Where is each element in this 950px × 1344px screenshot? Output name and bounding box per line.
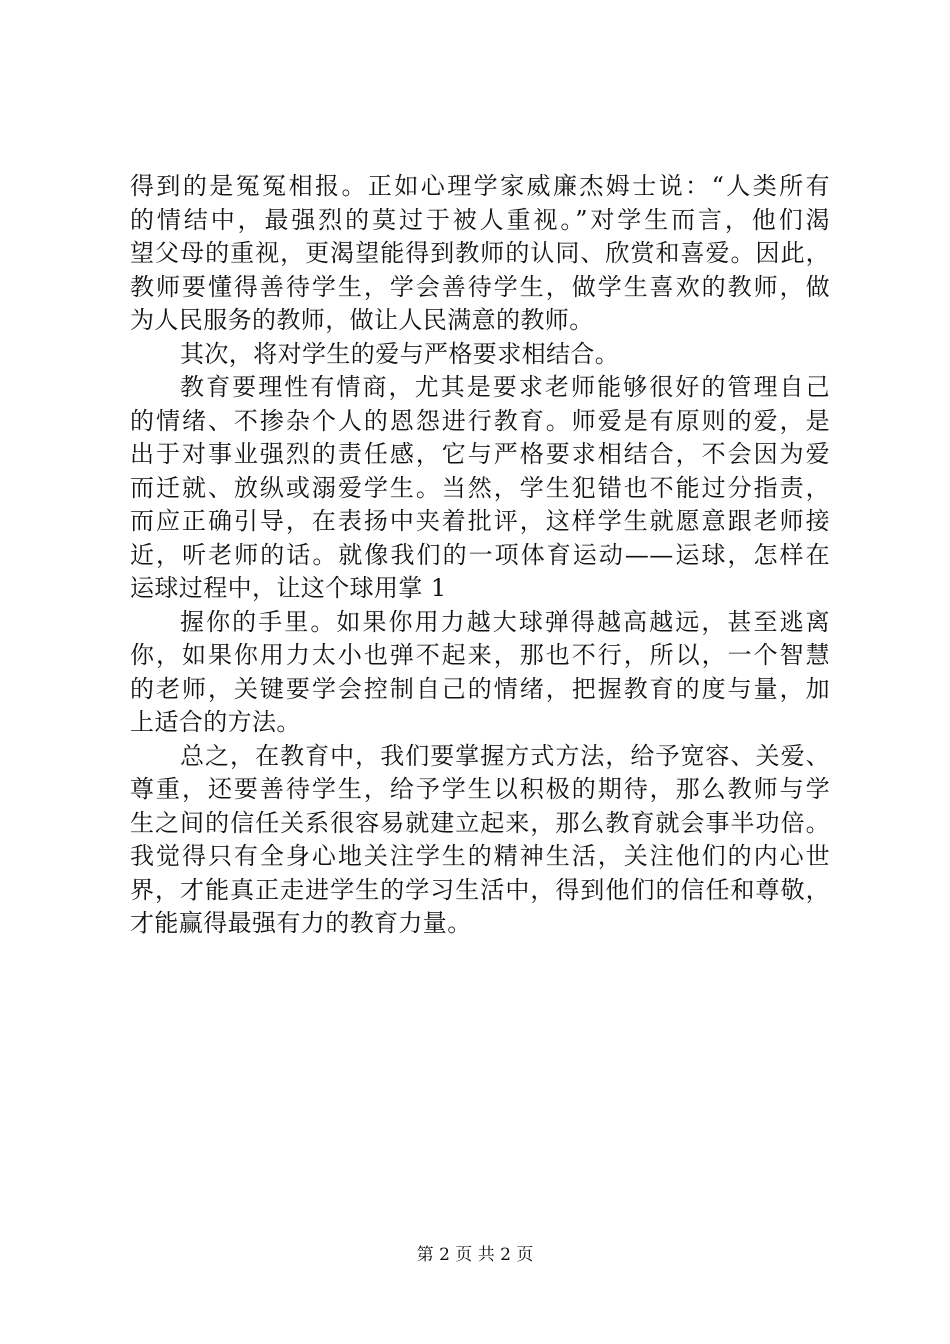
- page-number-label: 第 2 页 共 2 页: [416, 1245, 534, 1265]
- text-line: 的老师，关键要学会控制自己的情绪，把握教育的度与量，加: [130, 674, 830, 703]
- text-line: 生之间的信任关系很容易就建立起来，那么教育就会事半功倍。: [130, 808, 830, 837]
- text-line: 界，才能真正走进学生的学习生活中，得到他们的信任和尊敬，: [130, 875, 830, 904]
- text-line: 的情绪、不掺杂个人的恩怨进行教育。师爱是有原则的爱，是: [130, 406, 830, 435]
- text-line: 才能赢得最强有力的教育力量。: [130, 909, 472, 937]
- text-line: 而迁就、放纵或溺爱学生。当然，学生犯错也不能过分指责，: [130, 473, 830, 502]
- text-line: 其次，将对学生的爱与严格要求相结合。: [180, 339, 620, 368]
- text-line: 望父母的重视，更渴望能得到教师的认同、欣赏和喜爱。因此，: [130, 239, 830, 267]
- text-line: 出于对事业强烈的责任感，它与严格要求相结合，不会因为爱: [130, 440, 830, 468]
- text-line: 的情结中，最强烈的莫过于被人重视。”对学生而言，他们渴: [130, 205, 830, 234]
- document-body: [130, 170, 830, 941]
- text-line: 握你的手里。如果你用力越大球弹得越高越远，甚至逃离: [180, 607, 830, 636]
- text-line: 为人民服务的教师，做让人民满意的教师。: [130, 306, 594, 334]
- text-line: 你，如果你用力太小也弹不起来，那也不行，所以，一个智慧: [130, 641, 830, 669]
- page-footer: [0, 1240, 950, 1265]
- text-line: 总之，在教育中，我们要掌握方式方法，给予宽容、关爱、: [180, 741, 830, 770]
- text-line: 我觉得只有全身心地关注学生的精神生活，关注他们的内心世: [130, 842, 830, 870]
- text-line: 教师要懂得善待学生，学会善待学生，做学生喜欢的教师，做: [130, 272, 830, 301]
- text-line: 得到的是冤冤相报。正如心理学家威廉杰姆士说：“人类所有: [130, 172, 830, 200]
- text-line: 上适合的方法。: [130, 708, 301, 736]
- text-line: 运球过程中，让这个球用掌 1: [130, 574, 447, 602]
- text-line: 近，听老师的话。就像我们的一项体育运动——运球，怎样在: [130, 540, 830, 569]
- text-line: 尊重，还要善待学生，给予学生以积极的期待，那么教师与学: [130, 775, 830, 803]
- text-line: 而应正确引导，在表扬中夹着批评，这样学生就愿意跟老师接: [130, 507, 830, 535]
- text-line: 教育要理性有情商，尤其是要求老师能够很好的管理自己: [180, 373, 830, 401]
